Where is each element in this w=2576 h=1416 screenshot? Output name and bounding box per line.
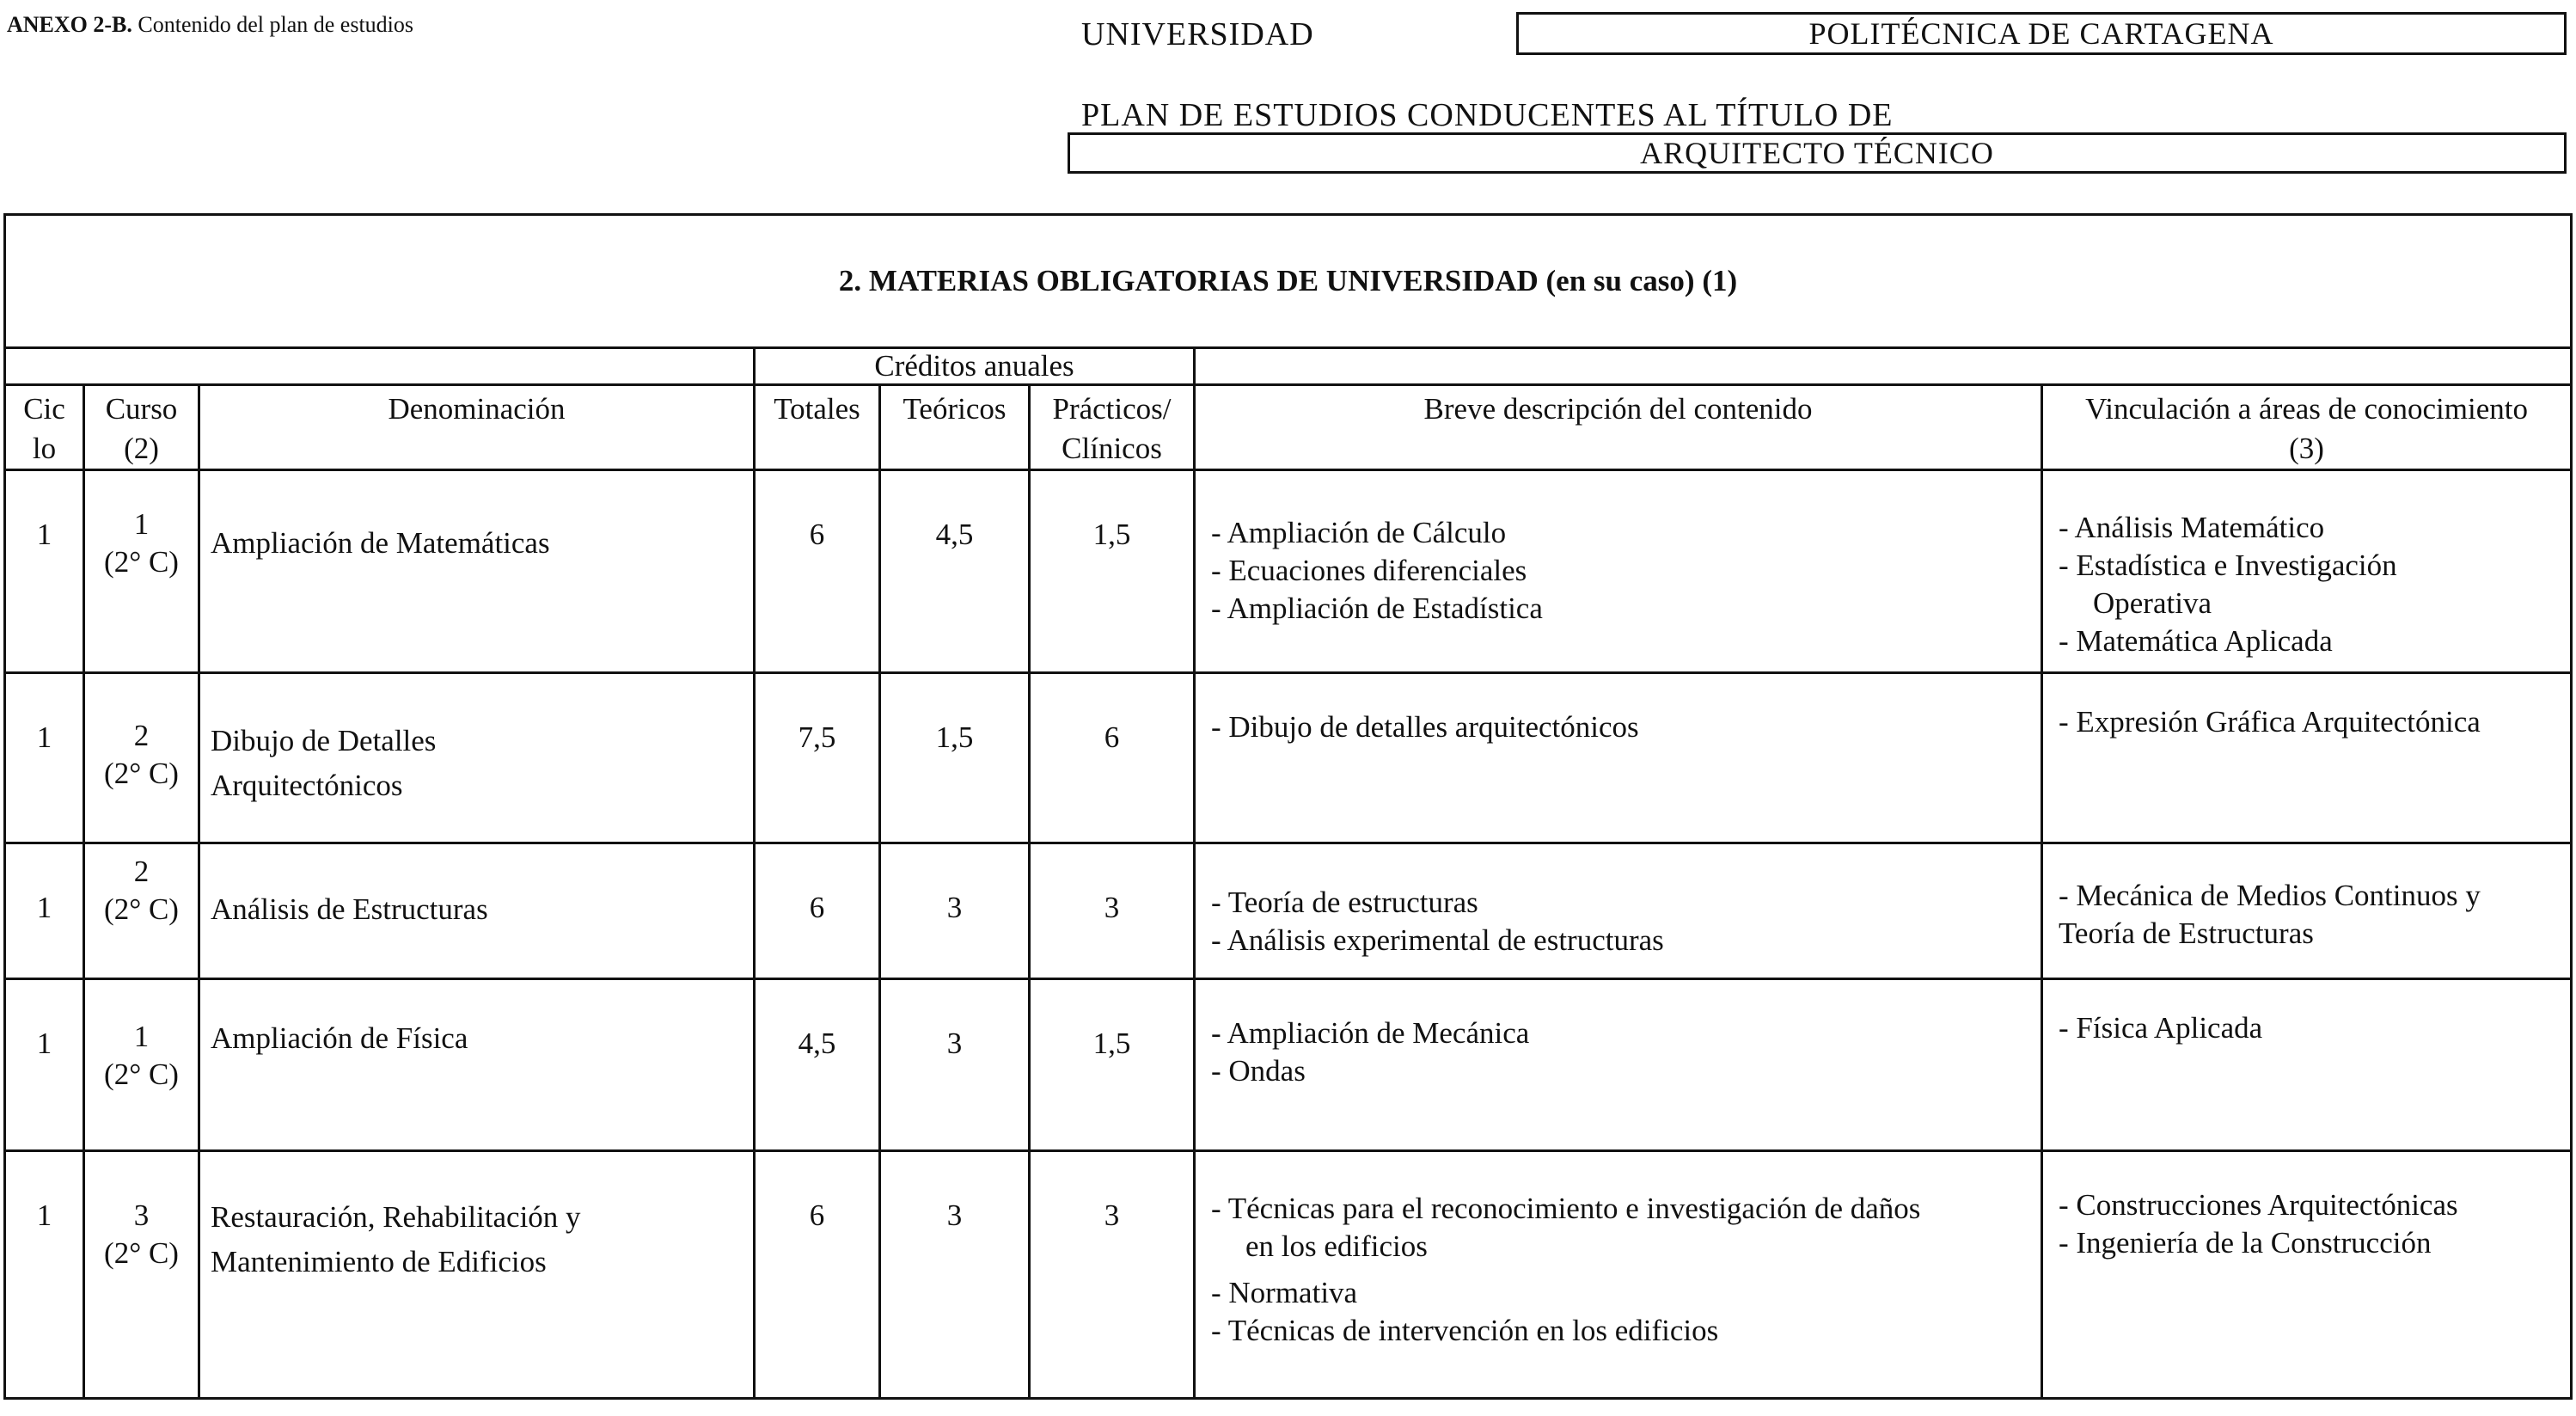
totales-cell: 6 [755,470,880,673]
totales-cell: 6 [755,843,880,979]
totales-cell: 6 [755,1151,880,1399]
university-value: POLITÉCNICA DE CARTAGENA [1516,12,2567,55]
areas-cell: - Análisis Matemático - Estadística e Investigación Operativa - Matemática Aplicada [2042,470,2572,673]
section-title: 2. MATERIAS OBLIGATORIAS DE UNIVERSIDAD (en su caso) (1) [5,215,2572,348]
practicos-cell: 1,5 [1030,470,1195,673]
areas-cell: - Construcciones Arquitectónicas - Ingeniería de la Construcción [2042,1151,2572,1399]
table-row [5,979,2572,1151]
curso-cell: 2 (2° C) [84,673,199,843]
ciclo-cell: 1 [5,979,84,1151]
description-cell: - Dibujo de detalles arquitectónicos [1195,673,2042,843]
col-descripcion: Breve descripción del contenido [1195,385,2042,470]
teoricos-cell: 1,5 [880,673,1030,843]
table-row [5,673,2572,843]
plan-label: PLAN DE ESTUDIOS CONDUCENTES AL TÍTULO DE [1081,97,1894,133]
areas-cell: - Física Aplicada [2042,979,2572,1151]
annex-text: Contenido del plan de estudios [138,12,414,37]
practicos-cell: 3 [1030,1151,1195,1399]
credits-spacer-left [5,348,755,385]
credits-spacer-right [1195,348,2572,385]
teoricos-cell: 4,5 [880,470,1030,673]
university-label: UNIVERSIDAD [1081,16,1314,52]
col-teoricos: Teóricos [880,385,1030,470]
ciclo-cell: 1 [5,673,84,843]
practicos-cell: 6 [1030,673,1195,843]
description-cell: - Ampliación de Cálculo - Ecuaciones diferenciales - Ampliación de Estadística [1195,470,2042,673]
teoricos-cell: 3 [880,1151,1030,1399]
subject-name: Dibujo de Detalles Arquitectónicos [199,673,755,843]
col-curso: Curso (2) [84,385,199,470]
subjects-table [3,213,2573,1400]
ciclo-cell: 1 [5,1151,84,1399]
subject-name: Ampliación de Física [199,979,755,1151]
annex-label: ANEXO 2-B. [7,12,132,37]
column-header-row [5,385,2572,470]
ciclo-cell: 1 [5,470,84,673]
subject-name: Análisis de Estructuras [199,843,755,979]
ciclo-cell: 1 [5,843,84,979]
areas-cell: - Expresión Gráfica Arquitectónica [2042,673,2572,843]
totales-cell: 4,5 [755,979,880,1151]
description-cell: - Teoría de estructuras - Análisis experimental de estructuras [1195,843,2042,979]
col-denominacion: Denominación [199,385,755,470]
curso-cell: 2 (2° C) [84,843,199,979]
table-row [5,1151,2572,1399]
table-row [5,843,2572,979]
totales-cell: 7,5 [755,673,880,843]
description-cell: - Ampliación de Mecánica - Ondas [1195,979,2042,1151]
table-row [5,470,2572,673]
degree-value: ARQUITECTO TÉCNICO [1068,132,2567,174]
teoricos-cell: 3 [880,843,1030,979]
curso-cell: 1 (2° C) [84,979,199,1151]
practicos-cell: 3 [1030,843,1195,979]
annex-heading [7,12,413,38]
practicos-cell: 1,5 [1030,979,1195,1151]
col-totales: Totales [755,385,880,470]
subject-name: Ampliación de Matemáticas [199,470,755,673]
col-ciclo: Cic lo [5,385,84,470]
subject-name: Restauración, Rehabilitación y Mantenimiento de Edificios [199,1151,755,1399]
curso-cell: 1 (2° C) [84,470,199,673]
teoricos-cell: 3 [880,979,1030,1151]
col-vinculacion: Vinculación a áreas de conocimiento (3) [2042,385,2572,470]
credits-header: Créditos anuales [755,348,1195,385]
description-cell: - Técnicas para el reconocimiento e investigación de daños en los edificios - Normativa - Técnicas de intervención en los edificios [1195,1151,2042,1399]
areas-cell: - Mecánica de Medios Continuos y Teoría de Estructuras [2042,843,2572,979]
col-practicos: Prácticos/ Clínicos [1030,385,1195,470]
curso-cell: 3 (2° C) [84,1151,199,1399]
